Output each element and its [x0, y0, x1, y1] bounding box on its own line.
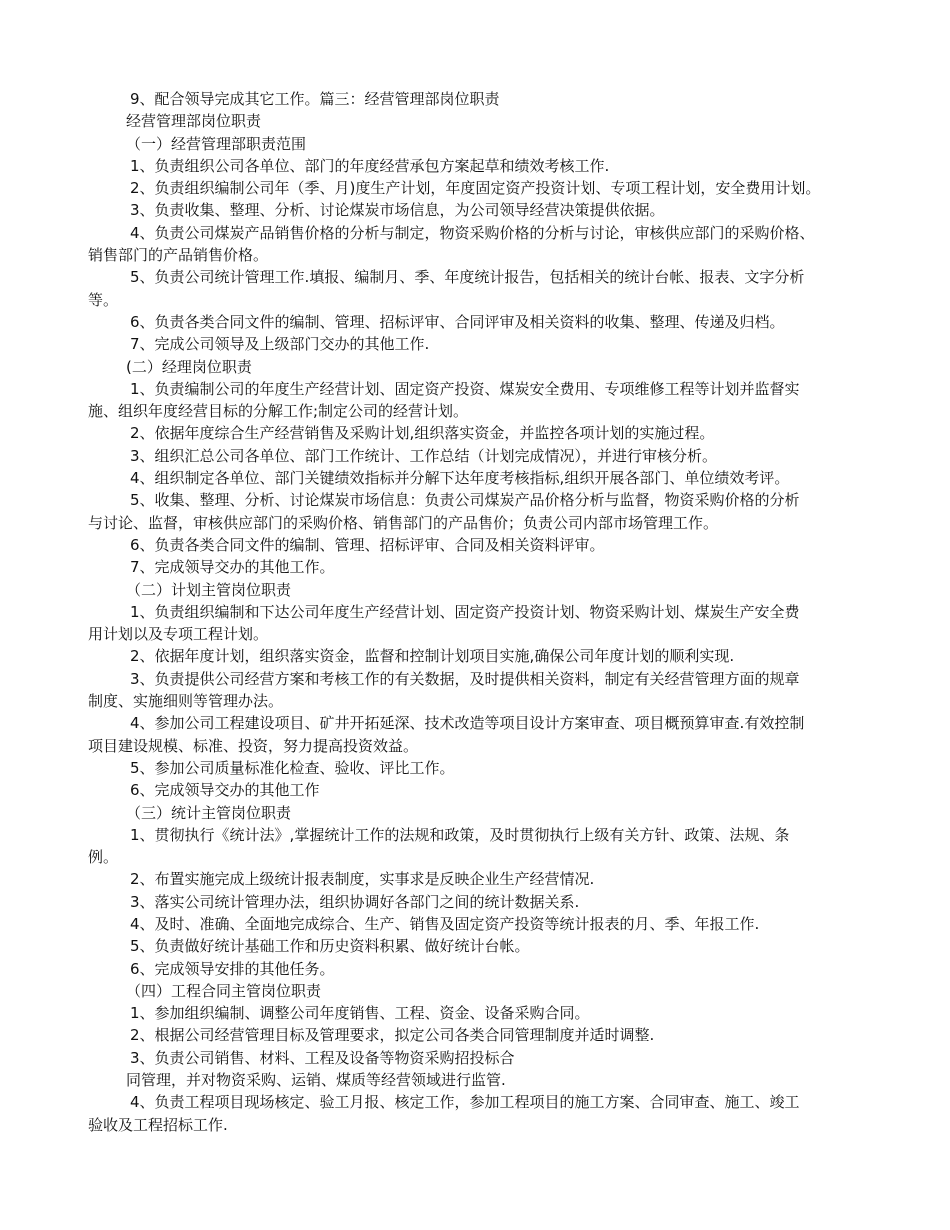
text-line: （三）统计主管岗位职责	[126, 803, 292, 822]
text-line: 4、负责公司煤炭产品销售价格的分析与制定，物资采购价格的分析与讨论，审核供应部门的采购价格、	[130, 223, 815, 242]
text-line: 1、负责组织公司各单位、部门的年度经营承包方案起草和绩效考核工作.	[130, 156, 610, 175]
text-line: 6、负责各类合同文件的编制、管理、招标评审、合同评审及相关资料的收集、整理、传递及归档。	[130, 312, 785, 331]
text-line: 3、落实公司统计管理办法，组织协调好各部门之间的统计数据关系.	[130, 892, 580, 911]
text-line: 5、收集、整理、分析、讨论煤炭市场信息：负责公司煤炭产品价格分析与监督，物资采购价格的分析	[130, 491, 800, 510]
text-line: 项目建设规模、标准、投资，努力提高投资效益。	[88, 736, 419, 755]
text-line: 5、负责公司统计管理工作.填报、编制月、季、年度统计报告，包括相关的统计台帐、报表、文字分析	[130, 268, 805, 287]
text-line: 2、依据年度计划，组织落实资金，监督和控制计划项目实施,确保公司年度计划的顺利实现.	[130, 647, 735, 666]
text-line: 3、负责收集、整理、分析、讨论煤炭市场信息，为公司领导经营决策提供依据。	[130, 201, 665, 220]
text-line: 同管理，并对物资采购、运销、煤质等经营领域进行监管.	[126, 1071, 506, 1090]
text-line: 销售部门的产品销售价格。	[88, 246, 269, 265]
text-line: 9、配合领导完成其它工作。篇三：经营管理部岗位职责	[130, 90, 500, 108]
text-line: 施、组织年度经营目标的分解工作;制定公司的经营计划。	[88, 402, 469, 421]
text-line: 制度、实施细则等管理办法。	[88, 692, 284, 711]
text-line: 例。	[88, 848, 119, 867]
text-line: （一）经营管理部职责范围	[126, 134, 307, 153]
text-line: 2、依据年度综合生产经营销售及采购计划,组织落实资金，并监控各项计划的实施过程。	[130, 424, 715, 443]
text-line: （二）计划主管岗位职责	[126, 580, 292, 599]
text-line: 验收及工程招标工作.	[88, 1115, 228, 1134]
text-line: 1、负责编制公司的年度生产经营计划、固定资产投资、煤炭安全费用、专项维修工程等计划并监督实	[130, 379, 800, 398]
text-line: 等。	[88, 290, 119, 309]
document-body	[88, 88, 864, 1136]
text-line: 2、布置实施完成上级统计报表制度，实事求是反映企业生产经营情况.	[130, 870, 595, 889]
text-line: 4、参加公司工程建设项目、矿井开拓延深、技术改造等项目设计方案审查、项目概预算审查.有效控制	[130, 714, 805, 733]
text-line: 5、参加公司质量标准化检查、验收、评比工作。	[130, 758, 455, 777]
text-line: 经营管理部岗位职责	[126, 112, 262, 131]
text-line: 6、完成领导交办的其他工作	[130, 781, 320, 800]
text-line: 1、参加组织编制、调整公司年度销售、工程、资金、设备采购合同。	[130, 1004, 590, 1023]
text-line: 与讨论、监督，审核供应部门的采购价格、销售部门的产品售价；负责公司内部市场管理工作。	[88, 513, 719, 532]
text-line: (二）经理岗位职责	[126, 357, 252, 376]
text-line: 3、负责公司销售、材料、工程及设备等物资采购招投标合	[130, 1048, 515, 1067]
text-line: 1、贯彻执行《统计法》,掌握统计工作的法规和政策，及时贯彻执行上级有关方针、政策、法规、条	[130, 825, 790, 844]
text-line: 4、组织制定各单位、部门关键绩效指标并分解下达年度考核指标,组织开展各部门、单位绩效考评。	[130, 469, 790, 488]
text-line: 4、负责工程项目现场核定、验工月报、核定工作，参加工程项目的施工方案、合同审查、施工、竣工	[130, 1093, 800, 1112]
text-line: 2、根据公司经营管理目标及管理要求，拟定公司各类合同管理制度并适时调整.	[130, 1026, 655, 1045]
text-line: 3、组织汇总公司各单位、部门工作统计、工作总结（计划完成情况），并进行审核分析。	[130, 446, 718, 465]
text-line: 7、完成领导交办的其他工作。	[130, 558, 335, 577]
text-line: 用计划以及专项工程计划。	[88, 625, 269, 644]
text-line: 3、负责提供公司经营方案和考核工作的有关数据，及时提供相关资料，制定有关经营管理方面的规章	[130, 669, 800, 688]
text-line: 6、完成领导安排的其他任务。	[130, 959, 335, 978]
text-line: 2、负责组织编制公司年（季、月)度生产计划，年度固定资产投资计划、专项工程计划，安全费用计划。	[130, 179, 821, 198]
text-line: 4、及时、准确、全面地完成综合、生产、销售及固定资产投资等统计报表的月、季、年报工作.	[130, 914, 760, 933]
text-line: 5、负责做好统计基础工作和历史资料积累、做好统计台帐。	[130, 937, 530, 956]
text-line: （四）工程合同主管岗位职责	[126, 981, 322, 1000]
text-line: 6、负责各类合同文件的编制、管理、招标评审、合同及相关资料评审。	[130, 535, 605, 554]
text-line: 1、负责组织编制和下达公司年度生产经营计划、固定资产投资计划、物资采购计划、煤炭生产安全费	[130, 602, 800, 621]
text-line: 7、完成公司领导及上级部门交办的其他工作.	[130, 335, 430, 354]
